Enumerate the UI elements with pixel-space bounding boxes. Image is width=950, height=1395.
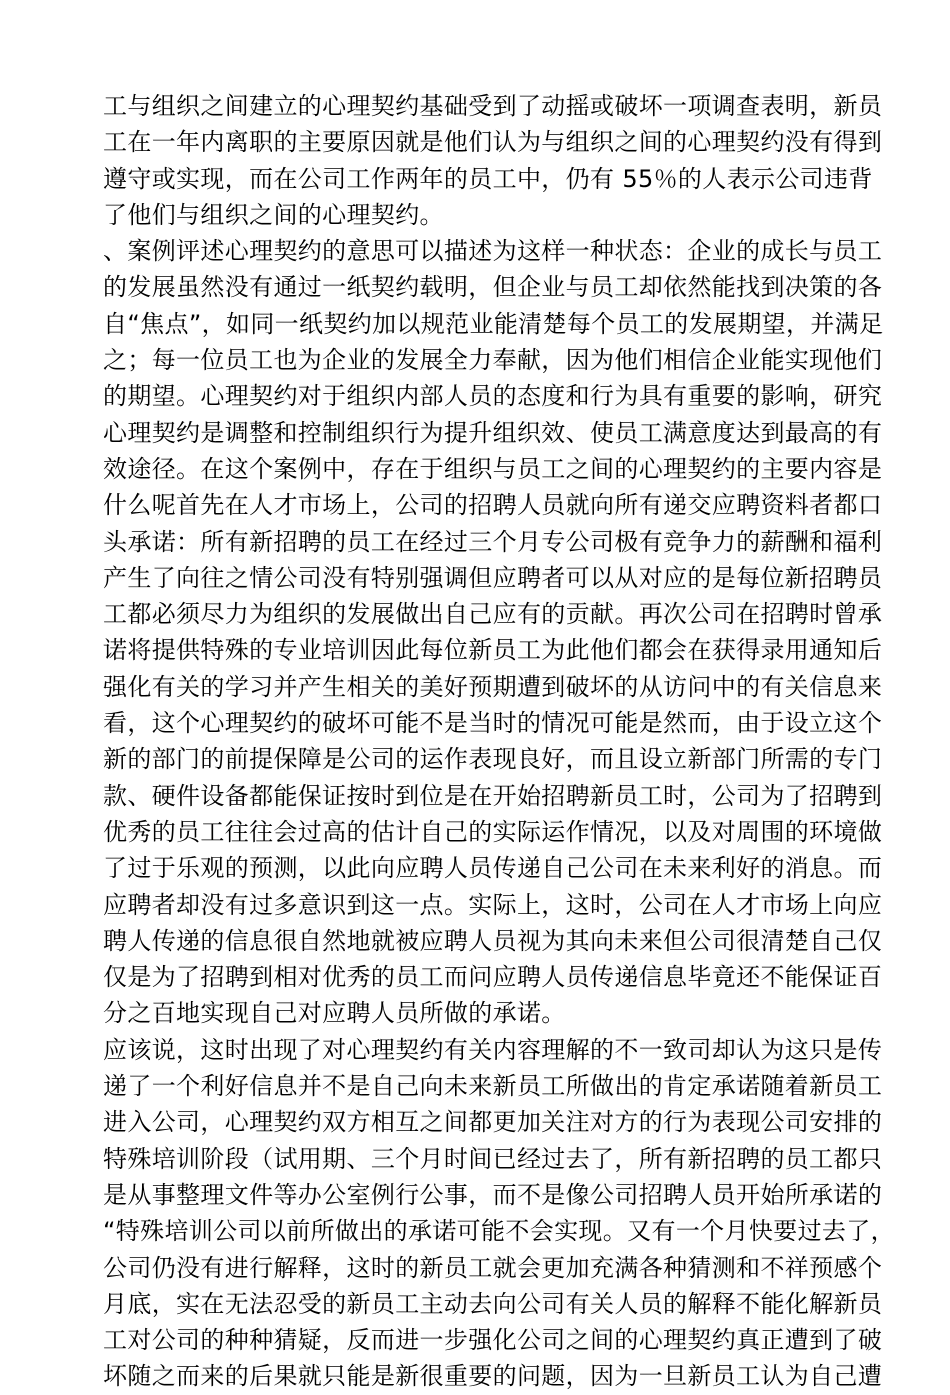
- text-line: 产生了向往之情公司没有特别强调但应聘者可以从对应的是每位新招聘员: [103, 563, 883, 592]
- text-line: 优秀的员工往往会过高的估计自己的实际运作情况，以及对周围的环境做: [103, 817, 883, 846]
- text-line: 头承诺：所有新招聘的员工在经过三个月专公司极有竞争力的薪酬和福利: [103, 527, 883, 556]
- text-line: 之；每一位员工也为企业的发展全力奉献，因为他们相信企业能实现他们: [103, 346, 883, 375]
- text-line: 递了一个利好信息并不是自己向未来新员工所做出的肯定承诺随着新员工: [103, 1072, 883, 1101]
- text-line: 诺将提供特殊的专业培训因此每位新员工为此他们都会在获得录用通知后: [103, 636, 883, 665]
- text-line: 应该说，这时出现了对心理契约有关内容理解的不一致司却认为这只是传: [103, 1035, 883, 1064]
- text-line: 遵守或实现，而在公司工作两年的员工中，仍有 55％的人表示公司违背: [103, 164, 873, 193]
- text-line: 的发展虽然没有通过一纸契约载明，但企业与员工却依然能找到决策的各: [103, 273, 883, 302]
- text-line: 工在一年内离职的主要原因就是他们认为与组织之间的心理契约没有得到: [103, 128, 883, 157]
- text-line: 应聘者却没有过多意识到这一点。实际上，这时，公司在人才市场上向应: [103, 890, 883, 919]
- text-line: 仅是为了招聘到相对优秀的员工而问应聘人员传递信息毕竟还不能保证百: [103, 963, 883, 992]
- text-line: 心理契约是调整和控制组织行为提升组织效、使员工满意度达到最高的有: [103, 418, 883, 447]
- text-line: 了他们与组织之间的心理契约。: [103, 200, 444, 229]
- text-line: 自“焦点”，如同一纸契约加以规范业能清楚每个员工的发展期望，并满足: [103, 309, 884, 338]
- text-line: 进入公司，心理契约双方相互之间都更加关注对方的行为表现公司安排的: [103, 1108, 883, 1137]
- text-line: 什么呢首先在人才市场上，公司的招聘人员就向所有递交应聘资料者都口: [103, 491, 883, 520]
- text-line: “特殊培训公司以前所做出的承诺可能不会实现。又有一个月快要过去了，: [103, 1217, 895, 1246]
- text-line: 款、硬件设备都能保证按时到位是在开始招聘新员工时，公司为了招聘到: [103, 781, 883, 810]
- text-line: 分之百地实现自己对应聘人员所做的承诺。: [103, 999, 566, 1028]
- text-line: 了过于乐观的预测，以此向应聘人员传递自己公司在未来利好的消息。而: [103, 854, 883, 883]
- text-line: 、案例评述心理契约的意思可以描述为这样一种状态：企业的成长与员工: [103, 237, 883, 266]
- text-line: 强化有关的学习并产生相关的美好预期遭到破坏的从访问中的有关信息来: [103, 672, 883, 701]
- text-line: 工对公司的种种猜疑，反而进一步强化公司之间的心理契约真正遭到了破: [103, 1326, 883, 1355]
- text-line: 月底，实在无法忍受的新员工主动去向公司有关人员的解释不能化解新员: [103, 1289, 883, 1318]
- text-line: 聘人传递的信息很自然地就被应聘人员视为其向未来但公司很清楚自己仅: [103, 926, 883, 955]
- text-line: 工与组织之间建立的心理契约基础受到了动摇或破坏一项调查表明，新员: [103, 92, 883, 120]
- text-line: 的期望。心理契约对于组织内部人员的态度和行为具有重要的影响，研究: [103, 382, 883, 411]
- text-line: 效途径。在这个案例中，存在于组织与员工之间的心理契约的主要内容是: [103, 454, 883, 483]
- text-line: 工都必须尽力为组织的发展做出自己应有的贡献。再次公司在招聘时曾承: [103, 600, 883, 629]
- text-line: 新的部门的前提保障是公司的运作表现良好，而且设立新部门所需的专门: [103, 745, 883, 774]
- text-line: 坏随之而来的后果就只能是新很重要的问题，因为一旦新员工认为自己遭: [103, 1362, 883, 1391]
- text-line: 看，这个心理契约的破坏可能不是当时的情况可能是然而，由于设立这个: [103, 709, 883, 738]
- text-line: 公司仍没有进行解释，这时的新员工就会更加充满各种猜测和不祥预感个: [103, 1253, 883, 1282]
- text-line: 特殊培训阶段（试用期、三个月时间已经过去了，所有新招聘的员工都只: [103, 1144, 883, 1173]
- document-body-text: [103, 88, 895, 1395]
- text-line: 是从事整理文件等办公室例行公事，而不是像公司招聘人员开始所承诺的: [103, 1180, 883, 1209]
